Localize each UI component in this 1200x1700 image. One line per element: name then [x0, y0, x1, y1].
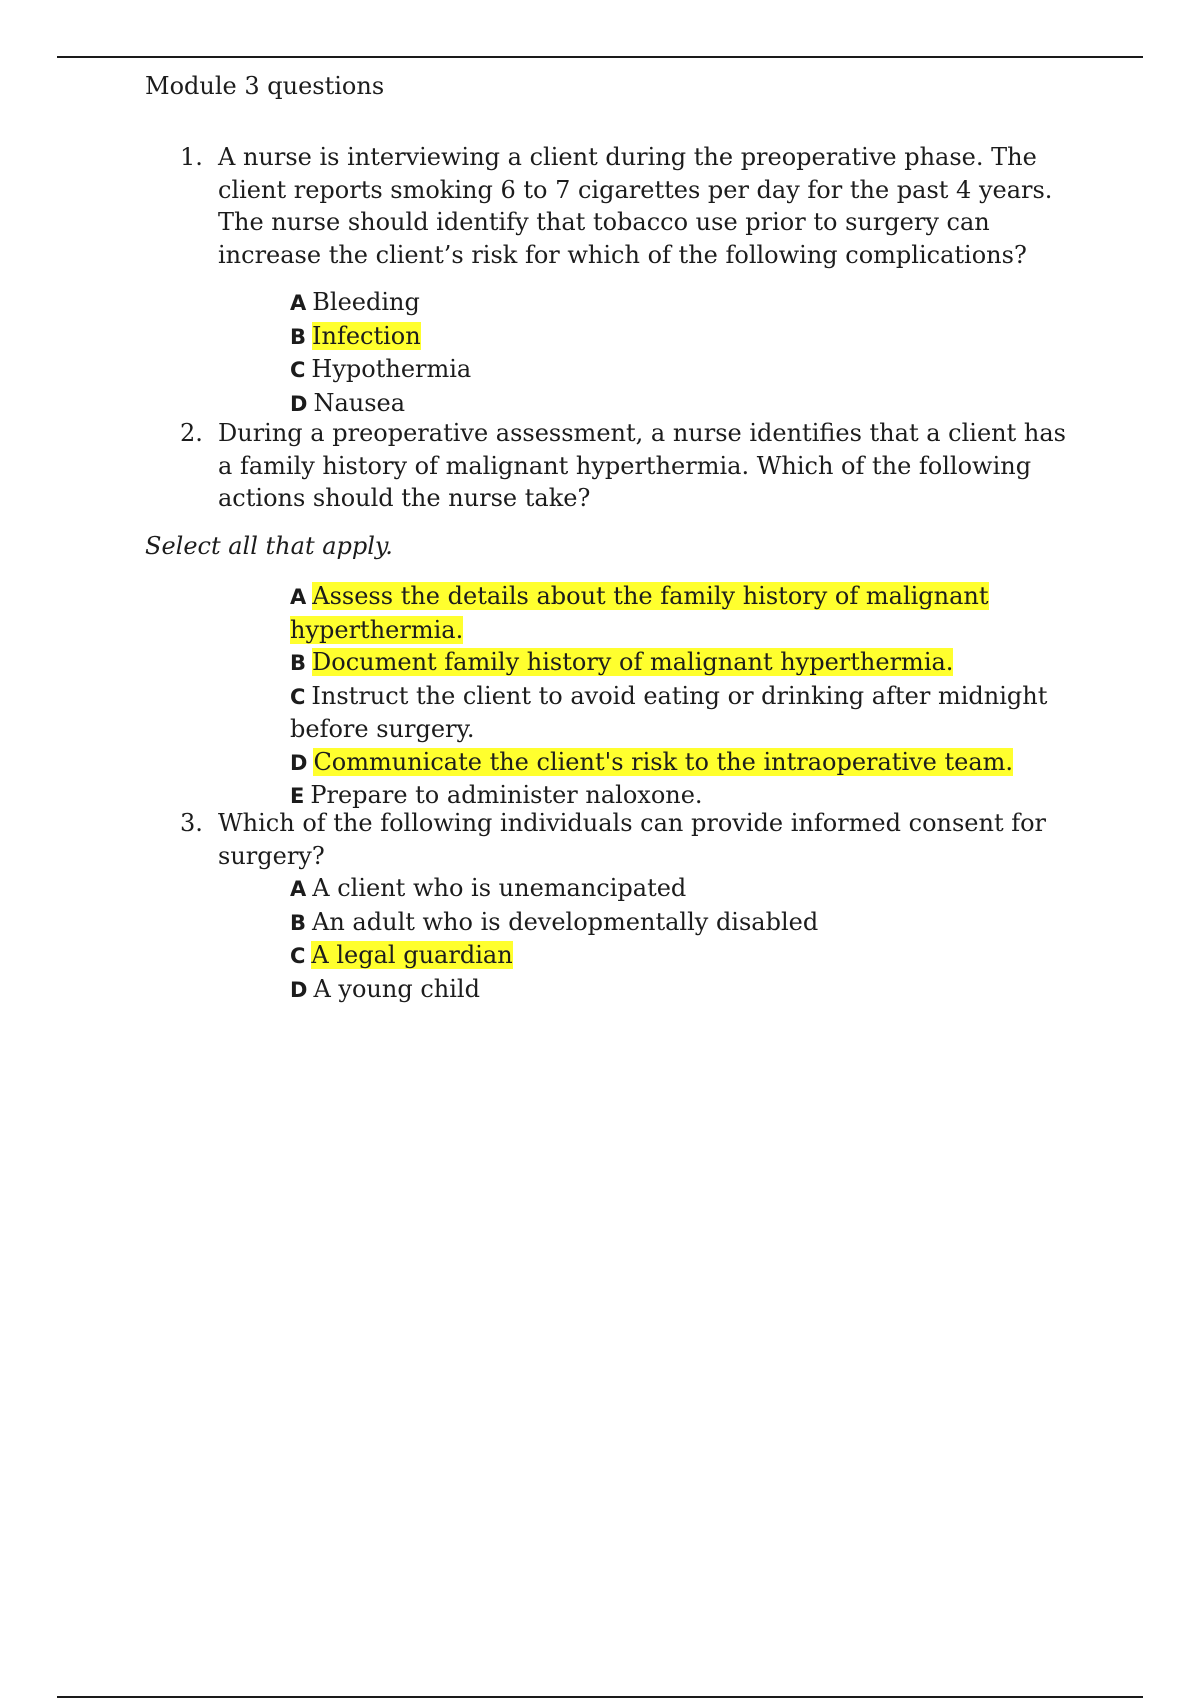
option-text-highlighted: Infection [312, 321, 421, 350]
option-item[interactable] [290, 286, 1070, 320]
option-letter: A [290, 585, 307, 609]
page-title: Module 3 questions [145, 72, 385, 100]
option-item[interactable] [290, 973, 1070, 1007]
question-2-options [290, 580, 1070, 813]
option-item[interactable] [290, 387, 1070, 421]
option-item[interactable] [290, 680, 1070, 746]
option-item[interactable] [290, 320, 1070, 354]
option-letter: D [290, 391, 308, 416]
question-2 [180, 417, 1070, 515]
question-number: 3. [180, 809, 203, 837]
option-letter: A [290, 291, 307, 315]
question-text: A nurse is interviewing a client during the preoperative phase. The client reports smoking 6 to 7 cigarettes per day for the past 4 years. The nurse should identify that tobacco use prior to surgery can increase the client’s risk for which of the following complications? [218, 143, 1053, 269]
option-item[interactable] [290, 646, 1070, 680]
option-letter: B [290, 651, 307, 675]
option-letter: A [290, 877, 307, 901]
option-letter: B [290, 324, 307, 349]
question-text: During a preoperative assessment, a nurse identifies that a client has a family history of malignant hyperthermia. Which of the following actions should the nurse take? [218, 419, 1066, 512]
option-text: Hypothermia [311, 355, 472, 383]
question-1 [180, 141, 1070, 271]
option-text: Bleeding [312, 288, 420, 316]
question-3 [180, 807, 1070, 872]
option-text-highlighted: Document family history of malignant hyperthermia. [312, 648, 954, 676]
option-letter: C [290, 684, 306, 709]
option-letter: C [290, 358, 306, 382]
option-text: An adult who is developmentally disabled [312, 907, 819, 936]
option-item[interactable] [290, 353, 1070, 387]
option-text-highlighted: A legal guardian [311, 941, 513, 969]
question-text: Which of the following individuals can provide informed consent for surgery? [218, 809, 1047, 870]
option-letter: C [290, 944, 306, 968]
option-item[interactable] [290, 746, 1070, 780]
option-text-highlighted: Communicate the client's risk to the intraoperative team. [313, 747, 1014, 776]
option-text: Prepare to administer naloxone. [310, 781, 703, 809]
option-letter: B [290, 910, 307, 935]
question-3-options [290, 872, 1070, 1006]
option-text: A client who is unemancipated [312, 874, 687, 902]
question-number: 1. [180, 143, 203, 171]
option-letter: E [290, 784, 305, 808]
bottom-rule [57, 1696, 1143, 1698]
question-1-options [290, 286, 1070, 420]
option-text: Instruct the client to avoid eating or drinking after midnight before surgery. [290, 681, 1048, 743]
option-text: A young child [313, 974, 480, 1003]
select-all-instruction: Select all that apply. [145, 532, 393, 560]
option-item[interactable] [290, 580, 1070, 646]
option-letter: D [290, 750, 308, 775]
option-letter: D [290, 977, 308, 1002]
option-text-highlighted: Assess the details about the family history of malignant hyperthermia. [290, 582, 989, 644]
top-rule [57, 56, 1143, 58]
option-item[interactable] [290, 872, 1070, 906]
question-number: 2. [180, 419, 203, 447]
option-item[interactable] [290, 906, 1070, 940]
option-item[interactable] [290, 939, 1070, 973]
option-text: Nausea [313, 388, 406, 417]
